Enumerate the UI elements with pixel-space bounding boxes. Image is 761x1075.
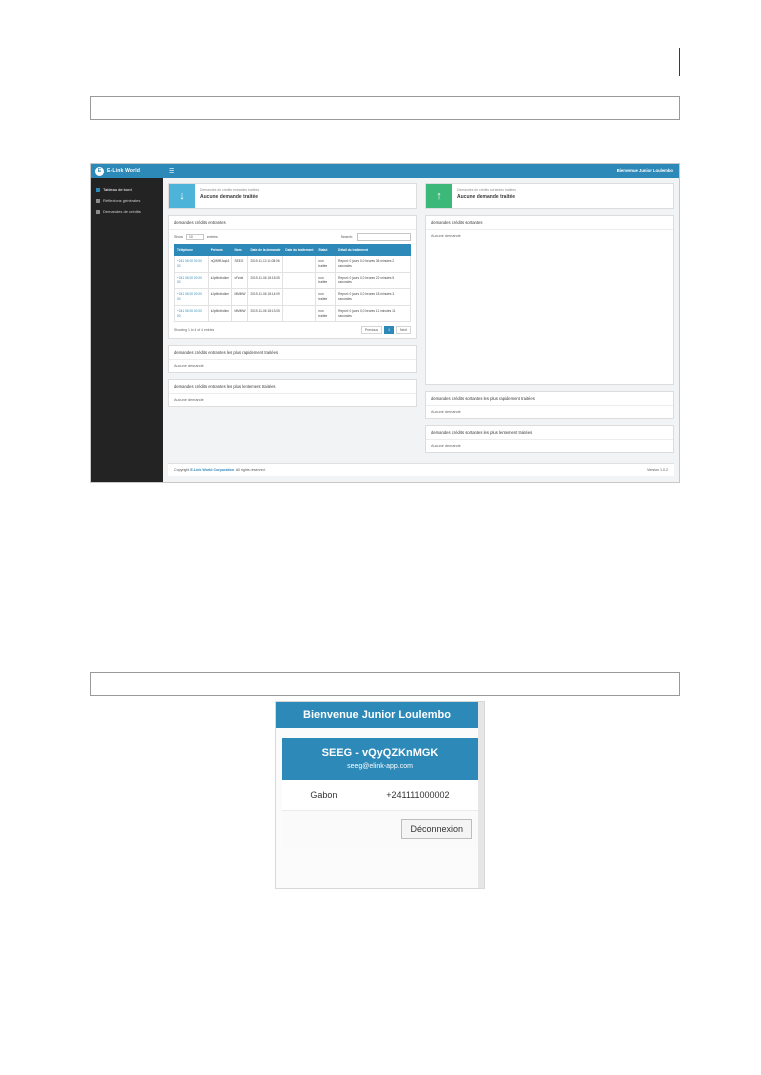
entries-label: entries	[207, 235, 218, 239]
chart-icon	[96, 199, 100, 203]
kpi-value: Aucune demande traitée	[200, 194, 259, 200]
content-area	[163, 178, 679, 482]
cell-telephone: +241 06 00 00 00 00	[175, 256, 209, 273]
panel-title: demandes crédits entrantes les plus lentement traitées	[169, 380, 416, 394]
left-column	[168, 215, 417, 459]
kpi-subtitle: Demandes de crédits entrantes traitées	[200, 188, 260, 192]
cell-statut: non traitée	[316, 272, 336, 289]
sidebar-item-tableau-de-bord[interactable]	[91, 184, 163, 195]
panel-empty-text: Aucune demande	[431, 444, 461, 448]
kpi-value: Aucune demande traitée	[457, 194, 516, 200]
col-statut[interactable]: Statut	[316, 245, 336, 256]
col-telephone[interactable]: Téléphone	[175, 245, 209, 256]
panel-incoming-slowest	[168, 379, 417, 407]
kpi-subtitle: Demandes de crédits sortantes traitées	[457, 188, 516, 192]
cell-telephone: +241 06 00 00 00 00	[175, 305, 209, 322]
sidebar-item-label: Demandes de crédits	[103, 209, 141, 214]
copyright-suffix: . All rights reserved.	[234, 468, 266, 472]
sidebar-item-reflexions-generales[interactable]	[91, 195, 163, 206]
col-nom[interactable]: Nom	[232, 245, 248, 256]
cell-date-demande: 2019-11-06 18:13:05	[248, 305, 283, 322]
copyright	[174, 468, 266, 472]
table-row[interactable]	[175, 256, 411, 273]
sidebar-item-demandes-de-credits[interactable]	[91, 206, 163, 217]
app-footer	[168, 463, 674, 476]
panel-empty-text: Aucune demande	[174, 398, 204, 403]
page-margin-tick	[679, 48, 680, 76]
arrow-down-icon: ↓	[169, 184, 195, 208]
cell-detail: Report: 0 jours 0,0 heures 18 minutes 3 secondes	[336, 289, 411, 306]
account-details	[282, 780, 478, 811]
pagination[interactable]	[361, 326, 411, 334]
welcome-banner[interactable]: Bienvenue Junior Loulembo	[276, 702, 484, 728]
pagination-next[interactable]: Next	[396, 326, 411, 334]
cell-telephone: +241 06 00 00 00 00	[175, 289, 209, 306]
panel-empty-text: Aucune demande	[431, 410, 461, 414]
panel-title: demandes crédits sortantes les plus rapidement traitées	[426, 392, 673, 406]
cell-detail: Report: 0 jours 0,0 heures 11 minutes 11 secondes	[336, 305, 411, 322]
entries-info: Showing 1 to 4 of 4 entries	[174, 328, 215, 333]
cell-nom: MMMW	[232, 305, 248, 322]
cell-date-traitement	[283, 289, 316, 306]
hamburger-icon[interactable]: ☰	[169, 168, 175, 175]
table-row[interactable]	[175, 305, 411, 322]
cell-prenom: kJpMrdhdkrn	[208, 272, 232, 289]
table-header-row	[175, 245, 411, 256]
incoming-requests-table	[174, 244, 411, 322]
cell-detail: Report: 0 jours 0,0 heures 36 minutes 2 secondes	[336, 256, 411, 273]
kpi-body	[195, 184, 264, 208]
entries-selector[interactable]	[174, 234, 218, 240]
right-column	[425, 215, 674, 459]
cell-date-traitement	[283, 272, 316, 289]
account-actions	[282, 811, 478, 849]
pagination-previous[interactable]: Previous	[361, 326, 382, 334]
figure1-caption	[91, 97, 679, 103]
table-row[interactable]	[175, 272, 411, 289]
panel-outgoing-slowest	[425, 425, 674, 453]
table-footer	[169, 322, 416, 338]
cell-detail: Report: 0 jours 0,0 heures 22 minutes 5 secondes	[336, 272, 411, 289]
search-label: Search:	[340, 234, 353, 239]
cell-telephone: +241 06 00 00 00 00	[175, 272, 209, 289]
table-body	[175, 256, 411, 322]
kpi-card-outgoing	[425, 183, 674, 209]
logout-button[interactable]: Déconnexion	[401, 819, 472, 839]
panel-outgoing-fastest	[425, 391, 674, 419]
cell-statut: non traitée	[316, 289, 336, 306]
panel-title: demandes crédits entrantes	[169, 216, 416, 230]
col-prenom[interactable]: Prénom	[208, 245, 232, 256]
dashboard-icon	[96, 188, 100, 192]
cell-nom: cFzdd	[232, 272, 248, 289]
col-date-traitement[interactable]: Date du traitement	[283, 245, 316, 256]
sidebar-item-label: Tableau de bord	[103, 187, 132, 192]
cell-prenom: kJpMrdhdkrn	[208, 305, 232, 322]
sidebar	[91, 178, 163, 482]
cell-prenom: nQWfRJcqk1	[208, 256, 232, 273]
copyright-prefix: Copyright	[174, 468, 191, 472]
credit-icon	[96, 210, 100, 214]
panel-title: demandes crédits sortantes les plus lentement traitées	[426, 426, 673, 440]
arrow-up-icon: ↑	[426, 184, 452, 208]
version-label: Version 1.0.2	[647, 468, 668, 472]
panel-incoming-fastest	[168, 345, 417, 373]
scrollbar[interactable]	[478, 702, 484, 888]
brand-label: E-Link World	[107, 168, 141, 174]
account-email: seeg@elink-app.com	[347, 763, 413, 770]
account-popup-screenshot	[276, 702, 484, 888]
table-head	[175, 245, 411, 256]
panels-columns	[168, 215, 674, 459]
panel-title: demandes crédits sortantes	[426, 216, 673, 230]
show-label: Show	[174, 235, 183, 239]
cell-date-demande: 2019-11-13 11:08:06	[248, 256, 283, 273]
figure2-caption	[91, 673, 679, 679]
cell-date-demande: 2019-11-06 18:15:05	[248, 272, 283, 289]
kpi-row	[168, 183, 674, 209]
app-body	[91, 178, 679, 482]
table-row[interactable]	[175, 289, 411, 306]
panel-empty-text: Aucune demande	[174, 364, 204, 369]
account-country: Gabon	[310, 790, 338, 800]
cell-date-demande: 2019-11-06 18:14:09	[248, 289, 283, 306]
copyright-brand[interactable]: E-Link World Corporation	[190, 468, 235, 472]
dashboard-screenshot	[90, 163, 680, 483]
col-detail[interactable]: Détail du traitement	[336, 245, 411, 256]
entries-select[interactable]: 10	[186, 234, 204, 240]
pagination-page-1[interactable]: 1	[384, 326, 394, 334]
figure2-caption-box	[90, 672, 680, 696]
panel-empty-text: Aucune demande	[431, 234, 461, 238]
table-wrap	[169, 244, 416, 322]
sidebar-item-label: Réflexions générales	[103, 198, 141, 203]
user-menu-label[interactable]: Bienvenue Junior Loulembo	[616, 168, 673, 173]
cell-nom: SEEG	[232, 256, 248, 273]
cell-nom: MMMW	[232, 289, 248, 306]
col-date-demande[interactable]: Date de la demande	[248, 245, 283, 256]
account-card	[282, 738, 478, 780]
brand-area[interactable]	[91, 164, 163, 178]
cell-statut: non traitée	[316, 256, 336, 273]
cell-prenom: kJpMrdhdkrn	[208, 289, 232, 306]
panel-outgoing-requests	[425, 215, 674, 385]
app-topbar	[91, 164, 679, 178]
account-phone: +241111000002	[386, 790, 450, 800]
brand-logo-icon: E	[95, 167, 104, 176]
cell-statut: non traitée	[316, 305, 336, 322]
search-area[interactable]	[341, 233, 411, 241]
search-input[interactable]	[357, 233, 411, 241]
cell-date-traitement	[283, 305, 316, 322]
cell-date-traitement	[283, 256, 316, 273]
account-name: SEEG - vQyQZKnMGK	[321, 747, 439, 759]
kpi-body	[452, 184, 521, 208]
table-toolbar	[169, 230, 416, 244]
kpi-card-incoming	[168, 183, 417, 209]
figure1-caption-box	[90, 96, 680, 120]
panel-incoming-requests	[168, 215, 417, 339]
panel-title: demandes crédits entrantes les plus rapidement traitées	[169, 346, 416, 360]
